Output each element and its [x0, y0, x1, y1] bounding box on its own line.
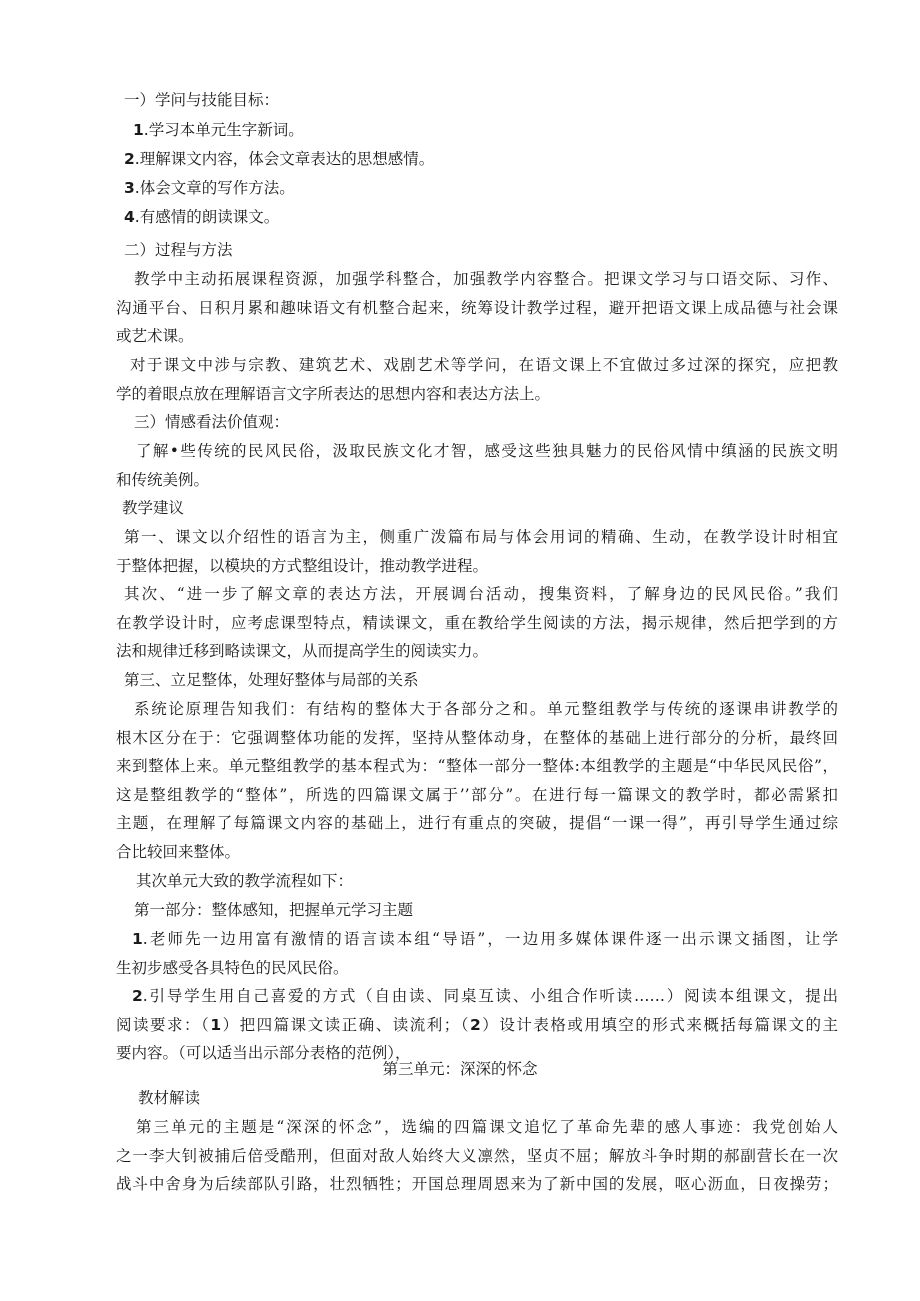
advice-heading: 教学建议	[122, 499, 185, 517]
item-number: 1	[132, 930, 143, 948]
paragraph-line: 生初步感受各具特色的民风民俗。	[116, 958, 349, 977]
item-text: .有感情的朗读课文。	[134, 208, 280, 226]
paragraph-line	[116, 925, 838, 954]
paragraph-line: 根木区分在于：它强调整体功能的发挥，坚持从整体动身，在整体的基础上进行部分的分析，最终回	[116, 728, 838, 747]
item-number: 2	[132, 987, 143, 1005]
paragraph-line: 这是整组教学的“整体”，所选的四篇课文属于’’部分”。在进行每一篇课文的教学时，都必需紧扣	[116, 785, 838, 804]
paragraph-line: 法和规律迁移到略读课文，从而提高学生的阅读实力。	[116, 642, 489, 661]
paragraph-line: 来到整体上来。单元整组教学的基本程式为：“整体一部分一整体:本组教学的主题是“中华民风民俗”，	[116, 757, 838, 776]
paragraph-line: 之一李大钊被捕后倍受酷刑，但面对敌人始终大义凛然，坚贞不屈；解放斗争时期的郝副营长在一次	[116, 1146, 838, 1165]
item-text: .学习本单元生字新词。	[143, 121, 304, 139]
item-number: 3	[124, 179, 135, 197]
text-run: 阅读要求：（	[116, 1015, 211, 1034]
paragraph-line: 了解•些传统的民风民俗，汲取民族文化才智，感受这些独具魅力的民俗风情中缜涵的民族文明	[136, 442, 838, 460]
text-run: ）设计表格或用填空的形式来概括每篇课文的主	[480, 1015, 838, 1034]
list-item	[124, 174, 846, 203]
paragraph-line: 主题，在理解了每篇课文内容的基础上，进行有重点的突破，提倡“一课一得”，再引导学生通过综	[116, 814, 838, 833]
text-run: ）把四篇课文读正确、读流利；（	[221, 1015, 470, 1034]
item-number: 1	[210, 1015, 222, 1034]
item-number: 4	[124, 208, 135, 226]
item-text: .体会文章的写作方法。	[134, 179, 295, 197]
advice-subheading: 第三、立足整体，处理好整体与局部的关系	[124, 671, 419, 689]
section3-heading: 三）情感看法价值观：	[134, 413, 290, 431]
paragraph-line: 合比较回来整体。	[116, 842, 241, 861]
item-number: 2	[470, 1015, 481, 1034]
paragraph-line: 教学中主动拓展课程资源，加强学科整合，加强教学内容整合。把课文学习与口语交际、习作、	[134, 270, 838, 288]
section2-paragraph-1	[116, 265, 838, 351]
list-item	[124, 203, 846, 232]
unit3-paragraph	[116, 1113, 838, 1199]
paragraph-line: 和传统美例。	[116, 470, 210, 489]
section1-heading: 一）学问与技能目标：	[124, 91, 280, 109]
flow-part1: 第一部分：整体感知，把握单元学习主题	[134, 901, 414, 919]
paragraph-line: 在教学设计时，应考虑课型特点，精读课文，重在教给学生阅读的方法，揭示规律，然后把学到的方	[116, 613, 838, 632]
flow-item-1	[116, 925, 838, 982]
paragraph-line: 其次、“进一步了解文章的表达方法，开展调台活动，搜集资料，了解身边的民风民俗。”我们	[124, 585, 838, 603]
paragraph-line: 第一、课文以介绍性的语言为主，侧重广泼篇布局与体会用词的精确、生动，在教学设计时相宜	[124, 528, 838, 546]
paragraph-line: 于整体把握，以模块的方式整组设计，推动教学进程。	[116, 556, 489, 575]
paragraph-line: 要内容。（可以适当出示部分表格的范例），	[116, 1044, 411, 1063]
paragraph-line: 第三单元的主题是“深深的怀念”，选编的四篇课文追忆了革命先辈的感人事迹：我党创始人	[136, 1118, 838, 1136]
item-number: 1	[133, 121, 144, 139]
paragraph-line: 系统论原理告知我们：有结构的整体大于各部分之和。单元整组教学与传统的逐课串讲教学的	[134, 700, 838, 718]
paragraph-line: 对于课文中涉与宗教、建筑艺术、戏剧艺术等学问，在语文课上不宜做过多过深的探究，应把教	[130, 356, 838, 374]
item-number: 2	[124, 150, 135, 168]
unit3-title: 第三单元：深深的怀念	[382, 1060, 538, 1078]
item-text: .老师先一边用富有激情的语言读本组“导语”，一边用多媒体课件逐一出示课文插图，让学	[142, 930, 838, 948]
paragraph-line: 或艺术课。	[116, 327, 194, 346]
paragraph-line: 沟通平台、日积月累和趣味语文有机整合起来，统筹设计教学过程，避开把语文课上成品德与社会课	[116, 298, 838, 317]
item-text: .引导学生用自己喜爱的方式（自由读、同桌互读、小组合作听读……）阅读本组课文，提出	[142, 987, 838, 1005]
paragraph-line	[116, 982, 838, 1011]
advice-paragraph-3	[116, 695, 838, 867]
paragraph-line	[116, 1011, 838, 1040]
unit3-heading: 教材解读	[138, 1089, 201, 1107]
flow-intro: 其次单元大致的教学流程如下：	[136, 872, 354, 890]
section3-paragraph	[116, 437, 838, 494]
section2-paragraph-2	[116, 351, 838, 408]
paragraph-line: 战斗中舍身为后续部队引路，壮烈牺牲；开国总理周恩来为了新中国的发展，呕心沥血，日夜操劳；	[116, 1175, 838, 1194]
advice-paragraph-2	[116, 580, 838, 666]
advice-paragraph-1	[116, 523, 838, 580]
list-item	[124, 145, 846, 174]
paragraph-line: 学的着眼点放在理解语言文字所表达的思想内容和表达方法上。	[116, 384, 551, 403]
section2-heading: 二）过程与方法	[124, 241, 233, 259]
list-item	[133, 116, 855, 145]
item-text: .理解课文内容，体会文章表达的思想感情。	[134, 150, 435, 168]
